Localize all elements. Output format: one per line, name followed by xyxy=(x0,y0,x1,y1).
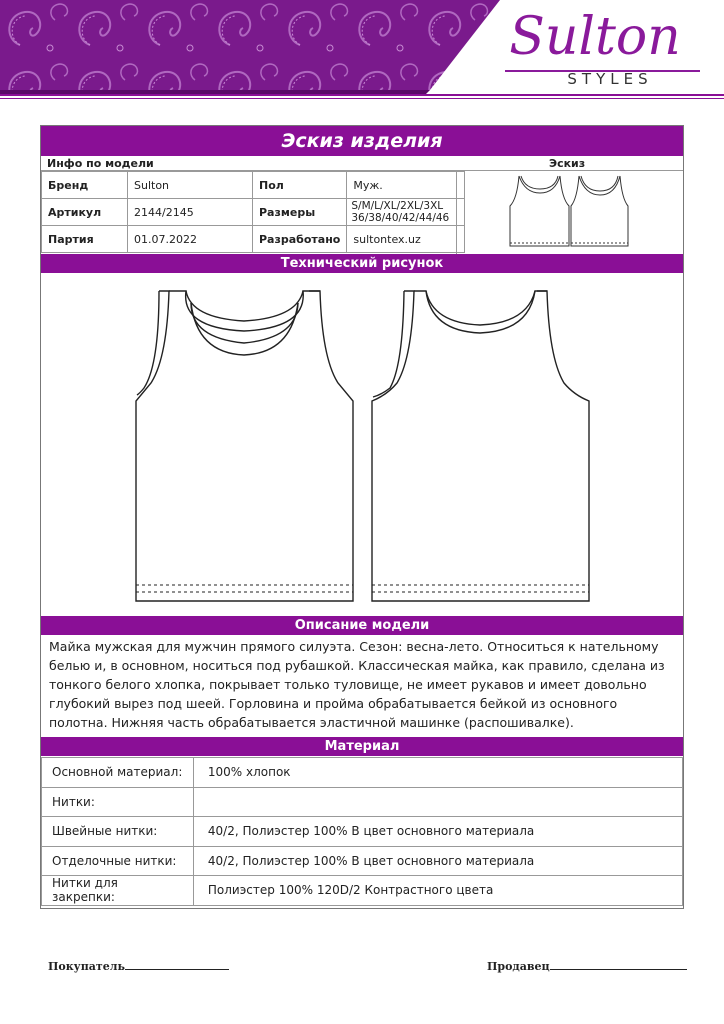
article-value: 2144/2145 xyxy=(128,199,253,226)
header-banner xyxy=(0,0,724,100)
info-header-right: Эскиз xyxy=(549,157,586,170)
seller-signature xyxy=(487,958,687,973)
batch-value: 01.07.2022 xyxy=(128,226,253,253)
material-table xyxy=(41,757,683,906)
material-header: Материал xyxy=(41,737,683,756)
technical-drawing-header: Технический рисунок xyxy=(41,254,683,273)
sulton-logo xyxy=(495,4,710,96)
info-header xyxy=(41,156,683,171)
tank-top-drawing xyxy=(41,273,683,613)
article-label: Артикул xyxy=(42,199,128,226)
finishing-threads-value: 40/2, Полиэстер 100% В цвет основного материала xyxy=(193,846,682,876)
sizes-value xyxy=(347,199,465,226)
table-row xyxy=(42,758,683,788)
sewing-threads-value: 40/2, Полиэстер 100% В цвет основного материала xyxy=(193,817,682,847)
sizes-letter: S/M/L/XL/2XL/3XL xyxy=(351,200,444,212)
logo-wordmark: Sulton xyxy=(509,7,681,67)
brand-value: Sulton xyxy=(128,172,253,199)
developer-value: sultontex.uz xyxy=(347,226,465,253)
sketch-thumbnail-image xyxy=(457,171,684,254)
table-row xyxy=(42,846,683,876)
sizes-numeric: 36/38/40/42/44/46 xyxy=(351,212,450,224)
gender-value: Муж. xyxy=(347,172,465,199)
sketch-thumbnails xyxy=(456,171,683,254)
finishing-threads-label: Отделочные нитки: xyxy=(42,846,194,876)
seller-signature-line[interactable] xyxy=(550,958,687,970)
table-row xyxy=(42,226,465,253)
buyer-label: Покупатель xyxy=(48,960,125,973)
gender-label: Пол xyxy=(253,172,347,199)
page-title: Эскиз изделия xyxy=(41,126,683,156)
table-row xyxy=(42,876,683,906)
technical-drawing xyxy=(41,273,683,613)
threads-label: Нитки: xyxy=(42,787,194,817)
sizes-label: Размеры xyxy=(253,199,347,226)
buyer-signature xyxy=(48,958,229,973)
table-row xyxy=(42,172,465,199)
info-table xyxy=(41,171,465,253)
seller-label: Продавец xyxy=(487,960,550,973)
description-text: Майка мужская для мужчин прямого силуэта. Сезон: весна-лето. Относиться к нательному белью и, в основном, носиться под рубашкой. Классическая майка, как правило, сделана из тонкого белого хлопка, покрывает только туловище, не имеет рукавов и имеет довольно глубокий вырез под шеей. Горловина и пройма обрабатывается бейкой из основного полотна. Нижняя часть обрабатывается эластичной машинке (распошивалке). xyxy=(49,639,665,730)
spec-sheet xyxy=(40,125,684,909)
info-header-left: Инфо по модели xyxy=(47,157,154,170)
buyer-signature-line[interactable] xyxy=(125,958,229,970)
material-label: Основной материал: xyxy=(42,758,194,788)
threads-value xyxy=(193,787,682,817)
bartack-threads-label: Нитки для закрепки: xyxy=(42,876,194,906)
logo-tagline: STYLES xyxy=(567,70,653,88)
developer-label: Разработано xyxy=(253,226,347,253)
bartack-threads-value: Полиэстер 100% 120D/2 Контрастного цвета xyxy=(193,876,682,906)
table-row xyxy=(42,787,683,817)
brand-label: Бренд xyxy=(42,172,128,199)
material-value: 100% хлопок xyxy=(193,758,682,788)
sewing-threads-label: Швейные нитки: xyxy=(42,817,194,847)
table-row xyxy=(42,199,465,226)
description-header: Описание модели xyxy=(41,616,683,635)
batch-label: Партия xyxy=(42,226,128,253)
table-row xyxy=(42,817,683,847)
